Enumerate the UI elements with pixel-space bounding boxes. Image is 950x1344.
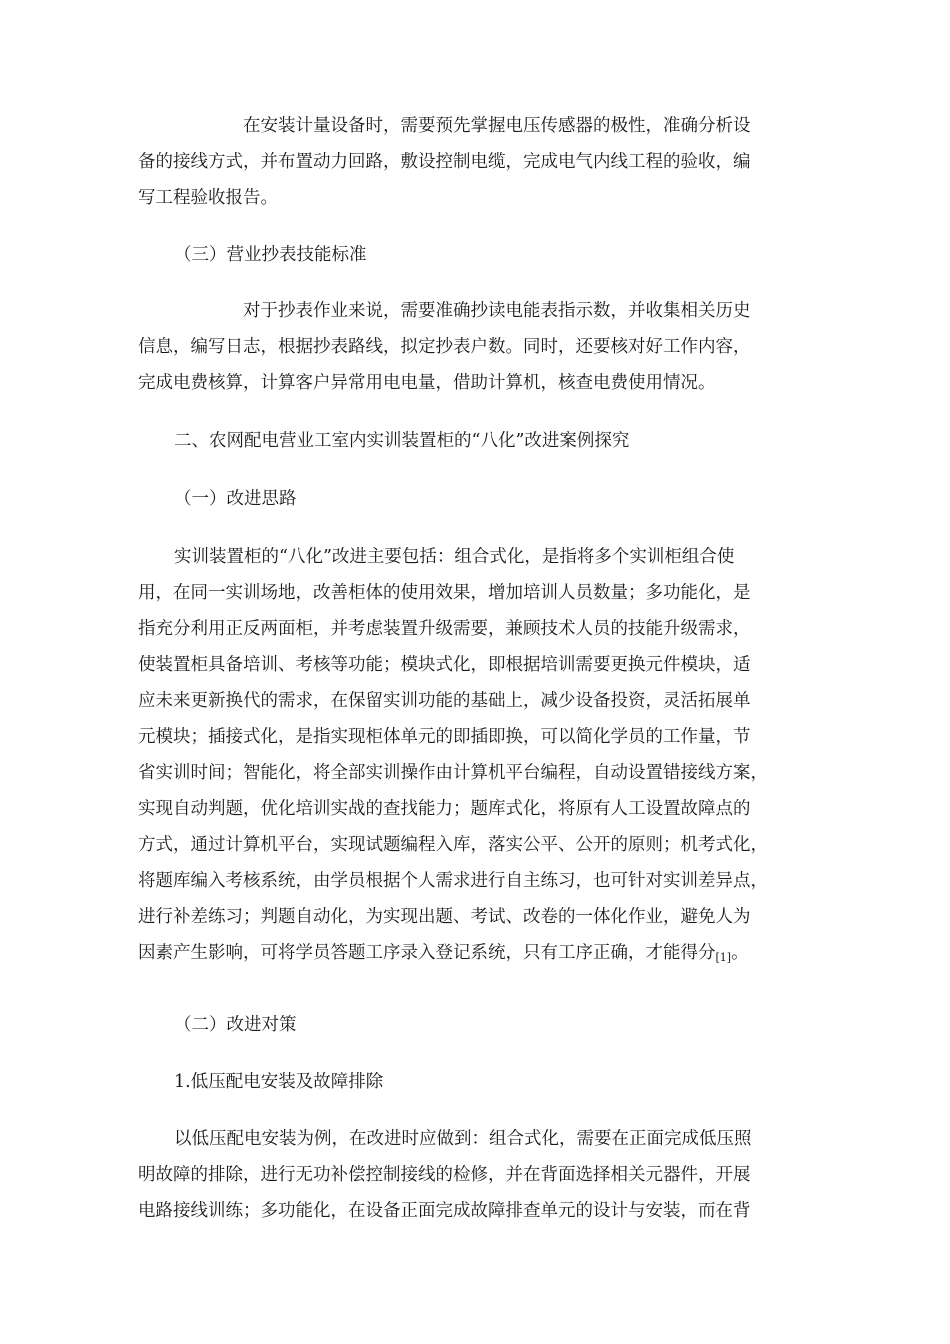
paragraph-line: 明故障的排除，进行无功补偿控制接线的检修，并在背面选择相关元器件，开展	[138, 1165, 751, 1185]
paragraph-line: 在安装计量设备时，需要预先掌握电压传感器的极性，准确分析设	[243, 116, 751, 136]
paragraph-line: 实训装置柜的“八化”改进主要包括：组合式化，是指将多个实训柜组合使	[174, 547, 735, 567]
paragraph-text: 因素产生影响，可将学员答题工序录入登记系统，只有工序正确，才能得分	[138, 943, 716, 963]
paragraph-line: 以低压配电安装为例，在改进时应做到：组合式化，需要在正面完成低压照	[174, 1129, 752, 1149]
paragraph-line: 用，在同一实训场地，改善柜体的使用效果，增加培训人员数量；多功能化，是	[138, 583, 751, 603]
paragraph-line: 信息，编写日志，根据抄表路线，拟定抄表户数。同时，还要核对好工作内容，	[138, 337, 751, 357]
paragraph-line: 使装置柜具备培训、考核等功能；模块式化，即根据培训需要更换元件模块，适	[138, 655, 751, 675]
paragraph-line: 进行补差练习；判题自动化，为实现出题、考试、改卷的一体化作业，避免人为	[138, 907, 751, 927]
paragraph-end-punct: 。	[731, 943, 749, 963]
paragraph-line: 指充分利用正反两面柜，并考虑装置升级需要，兼顾技术人员的技能升级需求，	[138, 619, 751, 639]
paragraph-line: 实现自动判题，优化培训实战的查找能力；题库式化，将原有人工设置故障点的	[138, 799, 751, 819]
section-heading: 二、农网配电营业工室内实训装置柜的“八化”改进案例探究	[174, 431, 630, 451]
subsection-heading: 1.低压配电安装及故障排除	[174, 1072, 384, 1092]
paragraph-line: 元模块；插接式化，是指实现柜体单元的即插即换，可以简化学员的工作量，节	[138, 727, 751, 747]
paragraph-line: 省实训时间；智能化，将全部实训操作由计算机平台编程，自动设置错接线方案，	[138, 763, 768, 783]
paragraph-last-line	[138, 941, 749, 970]
paragraph-line: 应未来更新换代的需求，在保留实训功能的基础上，减少设备投资，灵活拓展单	[138, 691, 751, 711]
section-heading: （一）改进思路	[174, 489, 297, 509]
section-heading: （二）改进对策	[174, 1015, 297, 1035]
citation-marker: [1]	[715, 951, 732, 964]
paragraph-line: 将题库编入考核系统，由学员根据个人需求进行自主练习，也可针对实训差异点，	[138, 871, 768, 891]
paragraph-line: 完成电费核算，计算客户异常用电电量，借助计算机，核查电费使用情况。	[138, 373, 716, 393]
paragraph-line: 写工程验收报告。	[138, 188, 278, 208]
paragraph-line: 方式，通过计算机平台，实现试题编程入库，落实公平、公开的原则；机考式化，	[138, 835, 768, 855]
section-heading: （三）营业抄表技能标准	[174, 245, 367, 265]
paragraph-line: 对于抄表作业来说，需要准确抄读电能表指示数，并收集相关历史	[243, 301, 751, 321]
paragraph-line: 电路接线训练；多功能化，在设备正面完成故障排查单元的设计与安装，而在背	[138, 1201, 751, 1221]
paragraph-line: 备的接线方式，并布置动力回路，敷设控制电缆，完成电气内线工程的验收，编	[138, 152, 751, 172]
